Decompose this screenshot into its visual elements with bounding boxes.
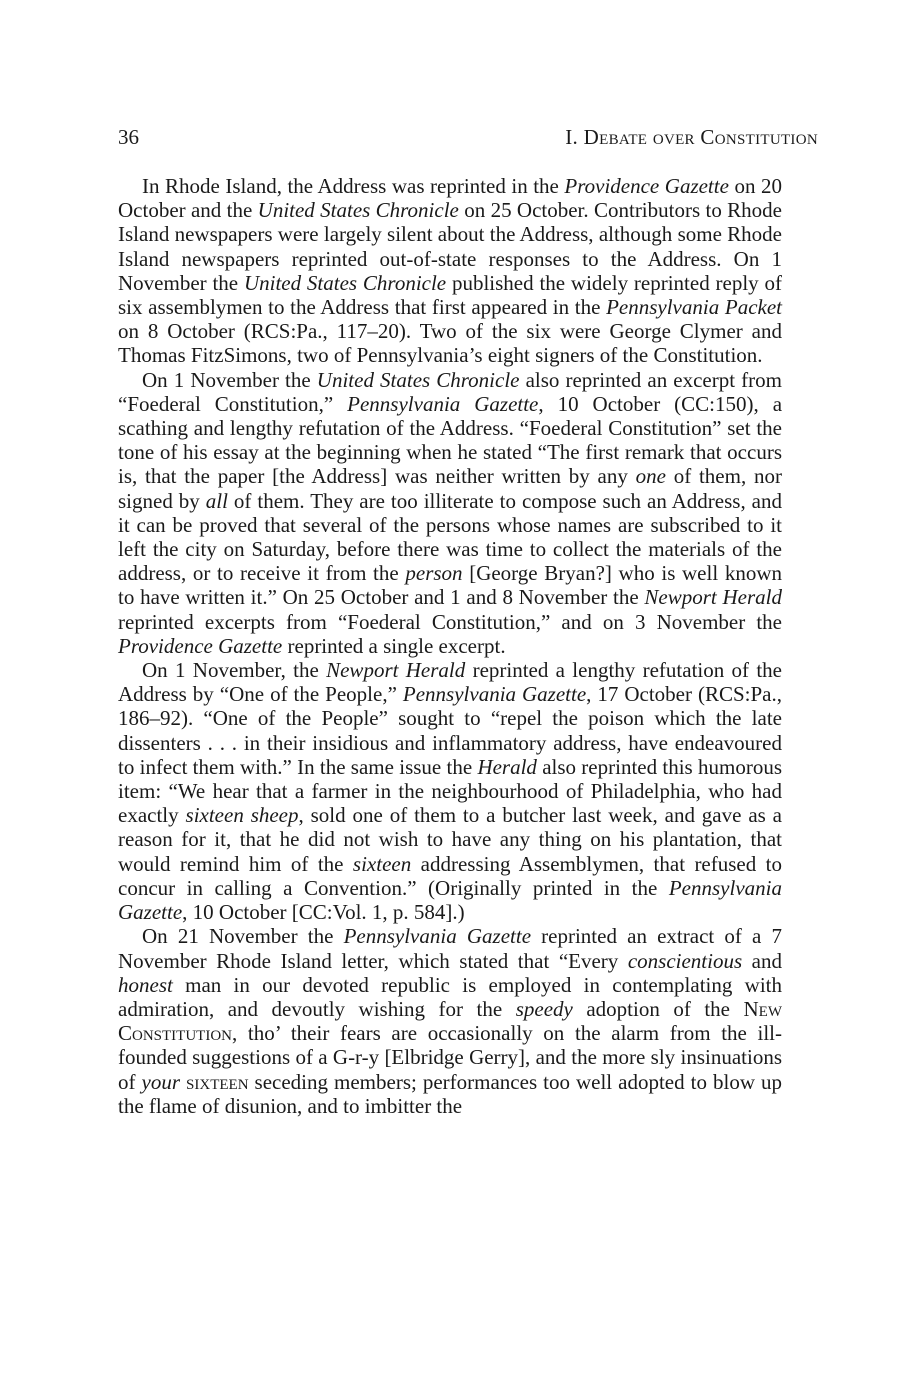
text-run: of them. They are too illiterate to compose such an Address, and it can be proved that several of the persons whose names are subscribed to it left the city on Saturday, before there was time to collect the materials of the address, or to receive it from the xyxy=(118,488,783,586)
italic-run: United States Chronicle xyxy=(316,367,520,392)
italic-run: all xyxy=(205,488,228,513)
text-run: , 10 October (CC:150), a scathing and lengthy refutation of the Address. “Foederal Constitution” set the tone of his essay at the beginning when he stated “The first remark that occurs is, that the paper [the Address] was neither written by any xyxy=(118,391,783,489)
paragraph xyxy=(118,924,782,1118)
text-run: seceding members; performances too well adopted to blow up the flame of disunion, and to imbitter the xyxy=(118,1069,782,1118)
running-title: I. Debate over Constitution xyxy=(565,125,818,149)
text-run: On 21 November the xyxy=(142,924,344,949)
text-run: In Rhode Island, the Address was reprinted in the xyxy=(142,174,565,198)
paragraph xyxy=(118,658,782,924)
italic-run: Pennsylvania Gazette xyxy=(343,924,532,949)
running-head xyxy=(118,123,818,151)
body-text xyxy=(118,174,782,1118)
text-run: [George Bryan?] who is well known to have written it.” On 25 October and 1 and 8 November the xyxy=(118,561,782,610)
paragraph xyxy=(118,368,782,658)
text-run: adoption of the xyxy=(572,996,744,1021)
text-run: reprinted an extract of a 7 November Rhode Island letter, which stated that “Every xyxy=(118,924,782,973)
italic-run: speedy xyxy=(515,996,573,1021)
italic-run: sixteen sheep xyxy=(185,803,299,828)
text-run: published the widely reprinted reply of six assemblymen to the Address that first appeared in the xyxy=(118,270,783,320)
italic-run: United States Chronicle xyxy=(243,270,447,295)
text-run: also reprinted this humorous item: “We hear that a farmer in the neighbourhood of Philadelphia, who had exactly xyxy=(118,754,782,828)
italic-run: Pennsylvania Gazette xyxy=(402,682,587,707)
text-run: , 10 October [CC:Vol. 1, p. 584].) xyxy=(182,900,465,925)
italic-run: United States Chronicle xyxy=(257,198,459,223)
text-run: reprinted excerpts from “Foederal Constitution,” and on 3 November the xyxy=(118,609,782,634)
italic-run: conscientious xyxy=(627,948,743,973)
paragraph xyxy=(118,174,782,368)
italic-run: Pennsylvania Gazette xyxy=(118,875,782,925)
text-run: , sold one of them to a butcher last week, and gave as a reason for it, that he did not wish to have any thing on his plantation, that would remind him of the xyxy=(118,803,783,876)
italic-run: honest xyxy=(118,972,173,997)
text-run: and xyxy=(742,948,782,973)
text-run: of them, nor signed by xyxy=(118,464,782,513)
italic-run: Pennsylvania Gazette xyxy=(347,391,539,416)
text-run: on 25 October. Contributors to Rhode Island newspapers were largely silent about the Address, although some Rhode Island newspapers reprinted out-of-state responses to the Address. On 1 November the xyxy=(118,198,782,295)
text-run: reprinted a single excerpt. xyxy=(282,633,506,658)
page-number: 36 xyxy=(118,125,139,149)
text-run: addressing Assemblymen, that refused to concur in calling a Convention.” (Originally printed in the xyxy=(118,851,782,900)
italic-run: one xyxy=(635,464,666,489)
italic-run: Providence Gazette xyxy=(564,174,729,198)
text-run: man in our devoted republic is employed in contemplating with admiration, and devoutly wishing for the xyxy=(118,972,782,1021)
text-run: , 17 October (RCS:Pa., 186–92). “One of the People” sought to “repel the poison which the late dissenters . . . in their insidious and inflammatory address, have endeavoured to infect them with.” In the same issue the xyxy=(118,682,783,779)
italic-run: sixteen xyxy=(352,851,412,876)
text-run: , tho’ their fears are occasionally on the alarm from the ill-founded suggestions of a G-r-y [Elbridge Gerry], and the more sly insinuations of xyxy=(118,1021,782,1094)
text-run: On 1 November, the xyxy=(142,658,327,683)
small-caps-run: sixteen xyxy=(186,1069,249,1094)
italic-run: Newport Herald xyxy=(644,585,782,610)
text-run: On 1 November the xyxy=(142,367,317,392)
italic-run: Newport Herald xyxy=(326,658,466,683)
text-run: reprinted a lengthy refutation of the Address by “One of the People,” xyxy=(118,658,783,707)
text-run: on 8 October (RCS:Pa., 117–20). Two of the six were George Clymer and Thomas FitzSimons, two of Pennsylvania’s eight signers of the Constitution. xyxy=(118,319,782,368)
text-run: also reprinted an excerpt from “Foederal Constitution,” xyxy=(118,367,782,416)
italic-run: person xyxy=(405,561,463,586)
italic-run: Providence Gazette xyxy=(118,633,283,658)
text-run: on 20 October and the xyxy=(118,174,782,223)
italic-run: Pennsylvania Packet xyxy=(606,295,782,320)
italic-run: your xyxy=(141,1069,181,1094)
small-caps-run: New Constitution xyxy=(118,996,782,1046)
italic-run: Herald xyxy=(477,754,537,779)
